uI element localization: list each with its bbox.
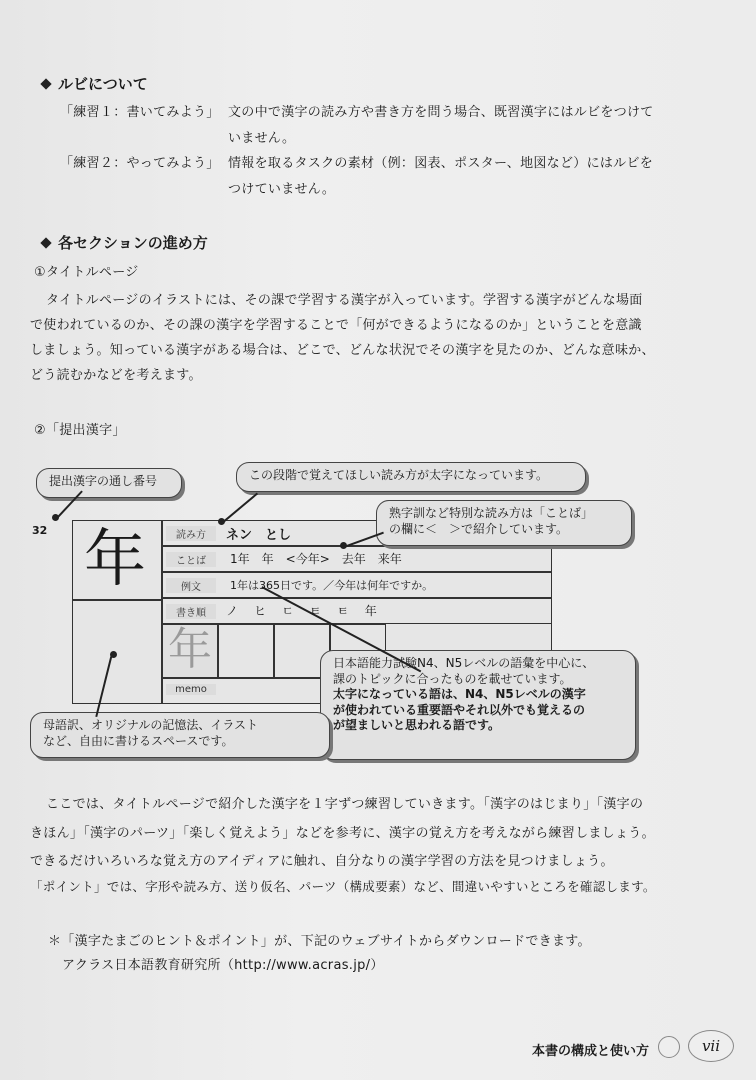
callout-jukujikun-line-2: の欄に＜ ＞で紹介しています。 [389,521,569,536]
label-reibun: 例文 [166,578,216,593]
para2-line-2: きほん」「漢字のパーツ」「楽しく覚えよう」などを参考に、漢字の覚え方を考えながら練習しましょう。 [30,826,655,841]
callout-vocab-line-4: が使われている重要語やそれ以外でも覚えるの [333,702,586,717]
leader-dot-icon [218,518,225,525]
section-guide-heading [38,232,208,253]
callout-jukujikun [376,500,632,546]
para1-line-2: で使われているのか、その課の漢字を学習することで「何ができるようになるのか」ということを意識 [30,318,642,333]
leader-dot-icon [110,651,117,658]
para2-line-3: できるだけいろいろな覚え方のアイディアに触れ、自分なりの漢字学習の方法を見つけましょう。 [30,854,614,869]
para1-line-4: どう読むかなどを考えます。 [30,368,202,383]
practice-cell [218,624,274,678]
callout-vocabulary [320,650,636,760]
kotoba-value: 1年 年 <今年> 去年 来年 [230,552,402,566]
callout-vocab-line-5: が望ましいと思われる語です。 [333,718,501,733]
ruby-heading [38,73,148,94]
download-note: ＊「漢字たまごのヒント＆ポイント」が、下記のウェブサイトからダウンロードできます。 [48,934,591,949]
subheading-kanji: ②「提出漢字」 [34,423,126,438]
label-kakijun: 書き順 [166,604,216,619]
callout-vocab-line-3: 太字になっている語は、N4、N5レベルの漢字 [333,687,586,702]
reibun-value: 1年は365日です。／今年は何年ですか。 [230,579,434,592]
acras-website-link[interactable]: アクラス日本語教育研究所（http://www.acras.jp/） [62,958,384,973]
kanji-glyph: 年 [84,522,147,595]
para1-line-3: しましょう。知っている漢字がある場合は、どこで、どんな状況でその漢字を見たのか、どんな意味か、 [30,343,655,358]
para2-line-4: 「ポイント」では、字形や読み方、送り仮名、パーツ（構成要素）など、間違いやすいところを確認します。 [30,879,656,894]
callout-memo-line-1: 母語訳、オリジナルの記憶法、イラスト [43,718,259,732]
yomi-value: ネン とし [226,528,292,543]
callout-memo-line-2: など、自由に書けるスペースです。 [43,733,234,748]
ruby-item-2-text-cont: つけていません。 [228,182,336,197]
ruby-item-2-label: 「練習２：やってみよう」 [60,156,220,171]
ruby-item-1-label: 「練習１：書いてみよう」 [60,105,220,120]
label-memo: memo [166,684,216,695]
callout-bold-reading: この段階で覚えてほしい読み方が太字になっています。 [236,462,586,492]
section-guide-heading-text: 各セクションの進め方 [58,234,208,252]
callout-vocab-line-1: 日本語能力試験N4、N5レベルの語彙を中心に、 [333,656,595,670]
callout-vocab-line-2: 課のトピックに合ったものを載せています。 [333,671,572,686]
label-kotoba: ことば [166,552,216,567]
leader-dot-icon [52,514,59,521]
ruby-item-1-text-cont: いません。 [228,131,296,146]
diamond-bullet-icon [40,237,51,248]
kakijun-value: ノ ヒ ㄷ ㅌ ㅌ 年 [226,604,379,618]
para1-line-1: タイトルページのイラストには、その課で学習する漢字が入っています。学習する漢字がどんな場面 [46,293,643,308]
callout-jukujikun-line-1: 熟字訓など特別な読み方は「ことば」 [389,506,594,520]
page-bubble-icon [658,1036,680,1058]
page-number: vii [688,1030,734,1062]
leader-line-bold [222,493,258,524]
practice-kanji-sample: 年 [168,624,212,675]
para2-line-1: ここでは、タイトルページで紹介した漢字を１字ずつ練習していきます。「漢字のはじまり」「漢字の [46,797,644,812]
memo-space [72,600,162,704]
footer-title: 本書の構成と使い方 [532,1044,650,1059]
ruby-heading-text: ルビについて [58,75,148,93]
card-number: 32 [32,524,48,537]
diamond-bullet-icon [40,78,51,89]
callout-memo-space [30,712,330,758]
label-yomi: 読み方 [166,526,216,541]
subheading-title-page: ①タイトルページ [34,265,139,280]
ruby-item-2-text: 情報を取るタスクの素材（例：図表、ポスター、地図など）にはルビを [228,156,654,171]
ruby-item-1-text: 文の中で漢字の読み方や書き方を問う場合、既習漢字にはルビをつけて [228,105,654,120]
callout-serial-number: 提出漢字の通し番号 [36,468,182,498]
leader-dot-icon [340,542,347,549]
